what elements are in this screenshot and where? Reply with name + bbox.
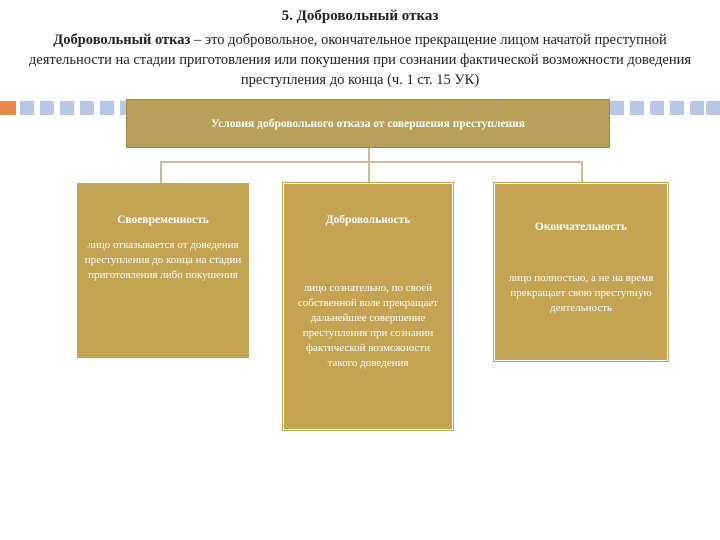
page-title: 5. Добровольный отказ [281, 8, 439, 24]
condition-description: лицо отказывается от доведения преступления до конца на стадии приготовления либо покушения [84, 239, 242, 281]
definition-lead: Добровольный отказ [53, 32, 191, 48]
condition-title: Окончательность [534, 221, 628, 233]
accent-bar-orange [0, 101, 16, 115]
definition-text [14, 30, 706, 90]
connector-vertical-root [368, 148, 370, 162]
connector-horizontal [160, 161, 582, 163]
condition-box-voluntariness [283, 183, 453, 430]
connector-left [160, 161, 162, 183]
condition-description: лицо сознательно, по своей собственной воле прекращает дальнейшее совершение преступления при сознании фактической возможности такого доведения [297, 282, 439, 369]
definition-body: – это добровольное, окончательное прекращение лицом начатой преступной деятельности на стадии приготовления или покушения при сознании фактической возможности доведения преступления до конца (ч. 1 ст. 15 УК) [28, 32, 692, 88]
condition-box-finality [494, 183, 668, 361]
connector-right [581, 161, 583, 183]
condition-title: Добровольность [325, 214, 411, 226]
root-condition-box: Условия добровольного отказа от совершения преступления [126, 99, 610, 148]
condition-description: лицо полностью, а не на время прекращает свою преступную деятельность [508, 272, 654, 314]
condition-box-timeliness [77, 183, 249, 358]
connector-middle [368, 161, 370, 183]
condition-title: Своевременность [117, 214, 209, 226]
